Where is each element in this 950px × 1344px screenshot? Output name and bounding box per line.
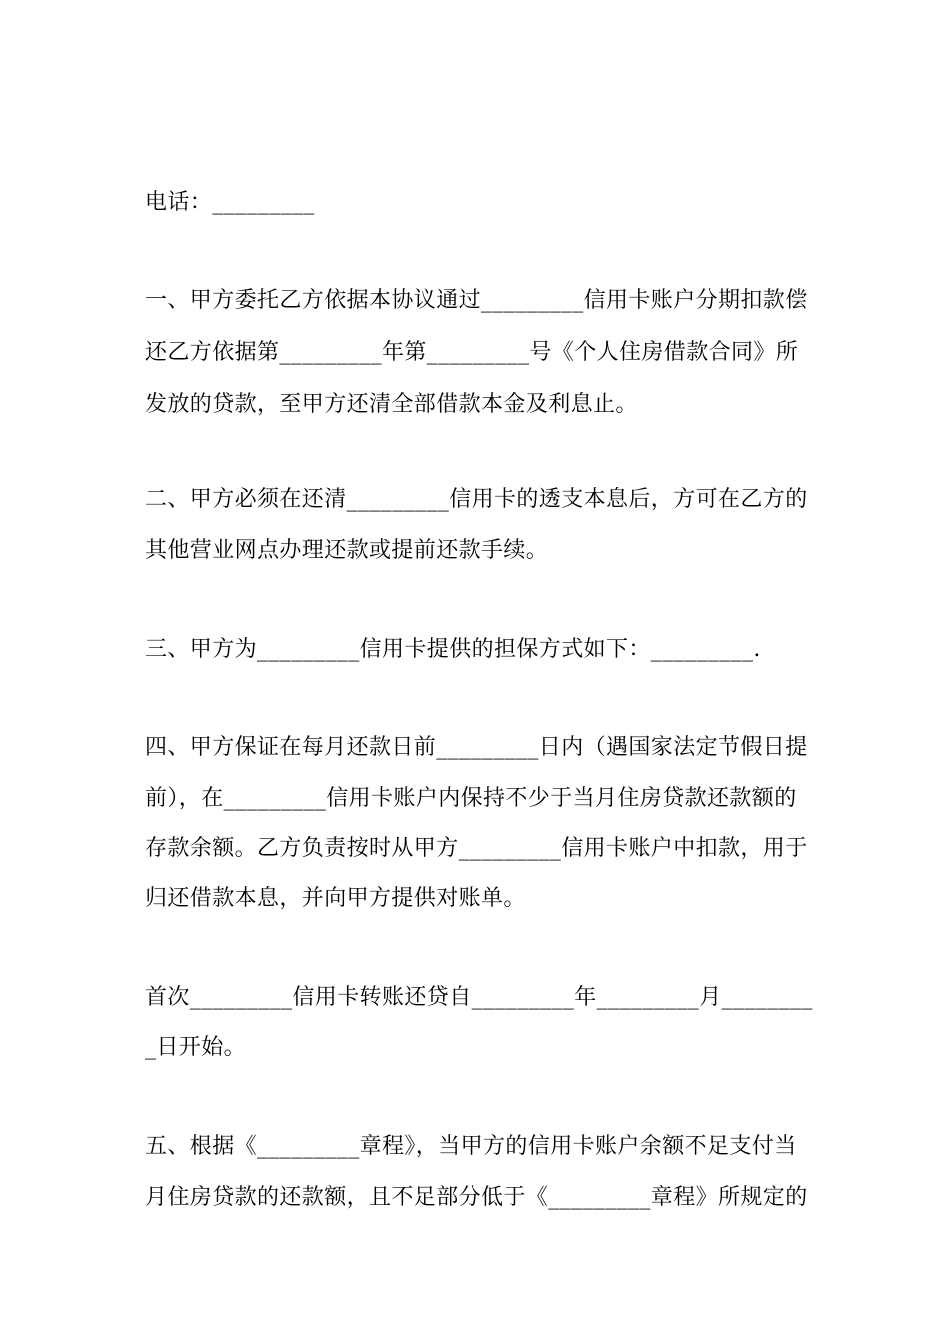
first-repayment-line-1: 首次_________信用卡转账还贷自_________年_________月________: [145, 985, 813, 1010]
clause-2-line-2: 其他营业网点办理还款或提前还款手续。: [145, 538, 549, 563]
clause-4-line-4: 归还借款本息，并向甲方提供对账单。: [145, 886, 526, 911]
clause-1-line-3: 发放的贷款，至甲方还清全部借款本金及利息止。: [145, 392, 638, 417]
clause-2-line-1: 二、甲方必须在还清_________信用卡的透支本息后，方可在乙方的: [145, 487, 808, 512]
phone-line: 电话：_________: [145, 190, 315, 215]
clause-5-line-1: 五、根据《_________章程》，当甲方的信用卡账户余额不足支付当: [145, 1134, 797, 1159]
clause-1-line-2: 还乙方依据第_________年第_________号《个人住房借款合同》所: [145, 340, 799, 365]
clause-4-line-2: 前），在_________信用卡账户内保持不少于当月住房贷款还款额的: [145, 786, 797, 811]
first-repayment-line-2: _日开始。: [145, 1035, 247, 1060]
clause-4-line-1: 四、甲方保证在每月还款日前_________日内（遇国家法定节假日提: [145, 735, 808, 760]
clause-4-line-3: 存款余额。乙方负责按时从甲方_________信用卡账户中扣款，用于: [145, 836, 808, 861]
clause-5-line-2: 月住房贷款的还款额，且不足部分低于《_________章程》所规定的: [145, 1185, 808, 1210]
clause-1-line-1: 一、甲方委托乙方依据本协议通过_________信用卡账户分期扣款偿: [145, 288, 808, 313]
clause-3-line-1: 三、甲方为_________信用卡提供的担保方式如下：_________.: [145, 637, 761, 662]
